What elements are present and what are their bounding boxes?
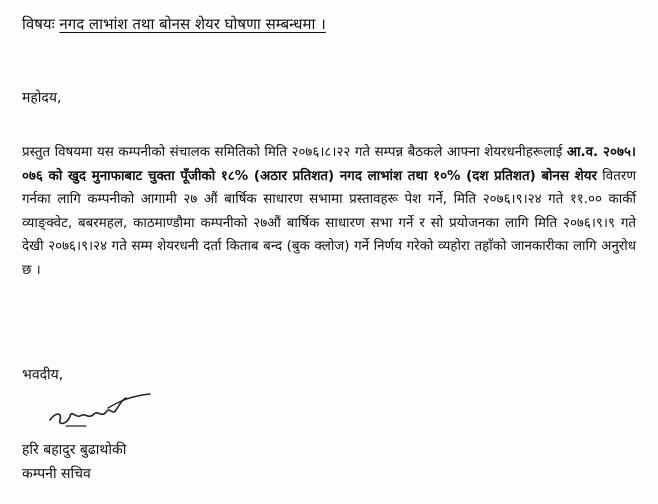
handwritten-signature <box>46 390 156 436</box>
subject-line <box>22 14 326 34</box>
body-text-dividend-highlight: आ.व. २०७५।०७६ को खुद मुनाफाबाट चुक्ता पूँजीको १८% (अठार प्रतिशत) नगद लाभांश तथा १०% (दश प्रतिशत) बोनस शेयर <box>22 145 636 184</box>
subject-label: विषयः <box>22 15 55 33</box>
body-paragraph <box>22 141 636 283</box>
body-text-details: वितरण गर्नका लागि कम्पनीको आगामी २७ औं बार्षिक साधारण सभामा प्रस्तावहरू पेश गर्ने, मिति २०७६।९।२४ गते ११.०० कार्की व्याङ्क्वेट, बबरमहल, काठमाण्डौमा कम्पनीको २७औं बार्षिक साधारण सभा गर्ने र सो प्रयोजनका लागि मिति २०७६।९।९ गते देखी २०७६।९।२४ गते सम्म शेयरधनी दर्ता किताब बन्द (बुक क्लोज) गर्ने निर्णय गरेको व्यहोरा तहाँको जानकारीका लागि अनुरोध छ । <box>22 168 637 278</box>
closing: भवदीय, <box>22 367 64 383</box>
salutation: महोदय, <box>22 90 62 106</box>
body-text-intro: प्रस्तुत विषयमा यस कम्पनीको संचालक समितिको मिति २०७६।८।२२ गते सम्पन्न बैठकले आफ्ना शेयरधनीहरूलाई <box>22 145 567 160</box>
subject-text: नगद लाभांश तथा बोनस शेयर घोषणा सम्बन्धमा । <box>59 15 326 33</box>
signer-name: हरि बहादुर बुढाथोकी <box>22 442 127 458</box>
signer-title: कम्पनी सचिव <box>22 466 91 482</box>
